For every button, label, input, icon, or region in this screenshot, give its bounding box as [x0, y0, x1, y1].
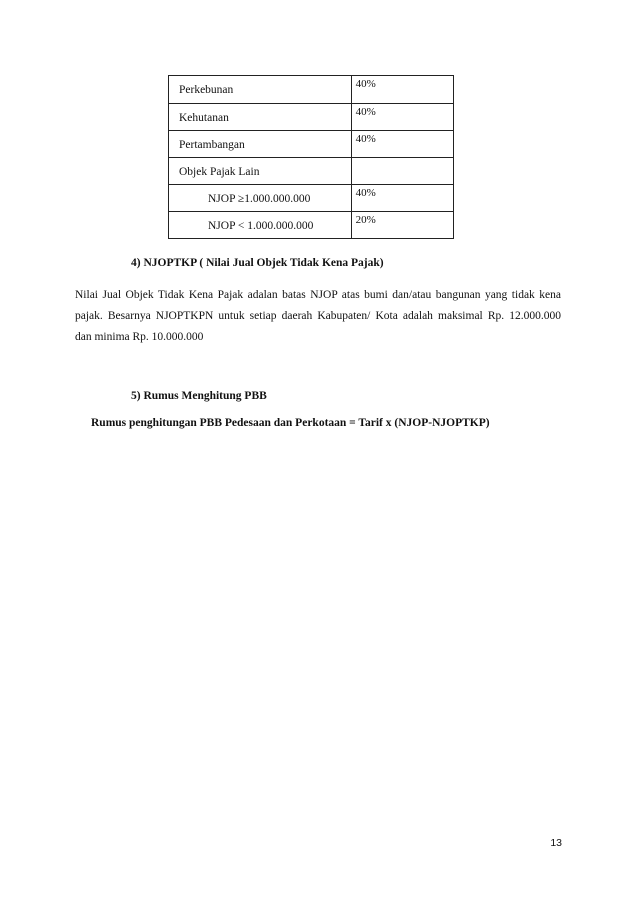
table-row [169, 131, 454, 158]
section-4-paragraph [75, 285, 561, 348]
paragraph-line: pajak. Besarnya NJOPTKPN untuk setiap daerah Kabupaten/ Kota adalah maksimal Rp. 12.000.000 [75, 310, 561, 322]
table-cell-rate: 20% [355, 214, 376, 226]
table-cell-object: NJOP < 1.000.000.000 [208, 220, 314, 232]
paragraph-line: Nilai Jual Objek Tidak Kena Pajak adalan batas NJOP atas bumi dan/atau bangunan yang tidak kena [75, 289, 561, 301]
table-cell-object: Objek Pajak Lain [179, 166, 260, 178]
table-row [169, 158, 454, 185]
table-row [169, 185, 454, 212]
table-row [169, 76, 454, 104]
table-row [169, 212, 454, 239]
tax-rate-table [168, 75, 454, 239]
paragraph-line: dan minima Rp. 10.000.000 [75, 331, 204, 343]
table-row [169, 104, 454, 131]
table-cell-object: Perkebunan [179, 84, 234, 96]
pbb-formula: Rumus penghitungan PBB Pedesaan dan Perkotaan = Tarif x (NJOP-NJOPTKP) [91, 417, 490, 429]
page-number: 13 [550, 837, 562, 849]
section-4-heading: 4) NJOPTKP ( Nilai Jual Objek Tidak Kena Pajak) [131, 257, 384, 269]
table-cell-rate: 40% [355, 78, 376, 90]
table-cell-rate: 40% [355, 187, 376, 199]
table-cell-rate: 40% [355, 133, 376, 145]
table-cell-object: Kehutanan [179, 112, 229, 124]
table-cell-object: Pertambangan [179, 139, 245, 151]
table-cell-rate: 40% [355, 106, 376, 118]
table-cell-object: NJOP ≥1.000.000.000 [208, 193, 311, 205]
table-cell-rate [352, 158, 453, 160]
section-5-heading: 5) Rumus Menghitung PBB [131, 390, 267, 402]
